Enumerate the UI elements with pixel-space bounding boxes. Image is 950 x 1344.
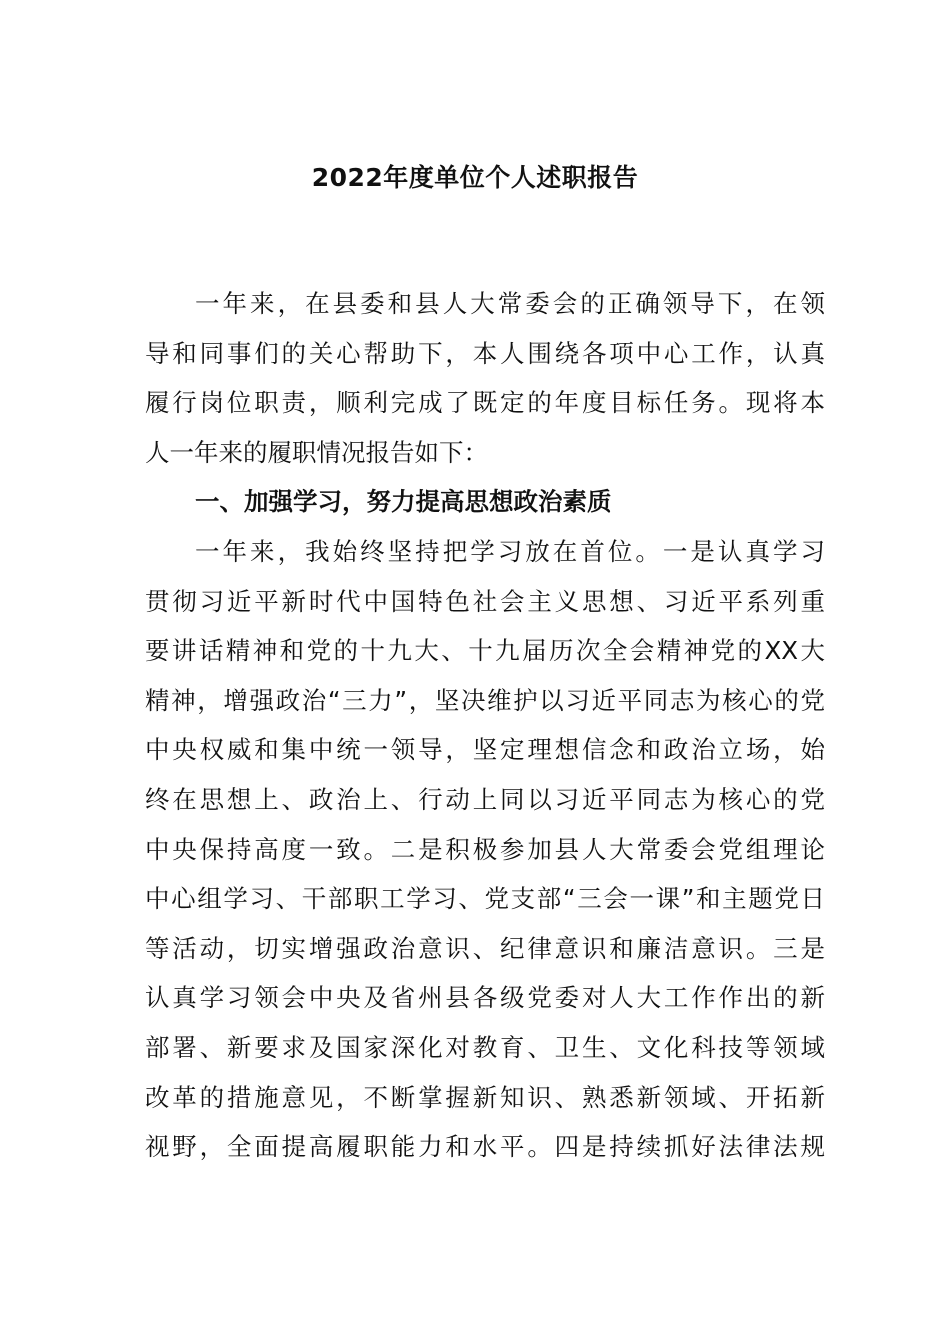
intro-line: 导和同事们的关心帮助下，本人围绕各项中心工作，认真 xyxy=(145,338,825,368)
body-line: 中央权威和集中统一领导，坚定理想信念和政治立场，始 xyxy=(145,735,825,765)
body-line: 要讲话精神和党的十九大、十九届历次全会精神党的XX大 xyxy=(145,636,825,666)
body-line: 等活动，切实增强政治意识、纪律意识和廉洁意识。三是 xyxy=(145,933,825,963)
document-title: 2022年度单位个人述职报告 xyxy=(311,163,639,192)
body-line: 精神，增强政治“三力”，坚决维护以习近平同志为核心的党 xyxy=(145,685,825,715)
intro-line: 人一年来的履职情况报告如下： xyxy=(145,437,488,467)
body-line: 一年来，我始终坚持把学习放在首位。一是认真学习 xyxy=(195,536,825,566)
body-line: 改革的措施意见，不断掌握新知识、熟悉新领域、开拓新 xyxy=(145,1082,825,1112)
body-line: 部署、新要求及国家深化对教育、卫生、文化科技等领域 xyxy=(145,1032,825,1062)
body-line: 贯彻习近平新时代中国特色社会主义思想、习近平系列重 xyxy=(145,586,825,616)
body-line: 认真学习领会中央及省州县各级党委对人大工作作出的新 xyxy=(145,983,825,1013)
intro-line: 履行岗位职责，顺利完成了既定的年度目标任务。现将本 xyxy=(145,388,825,418)
body-line: 视野，全面提高履职能力和水平。四是持续抓好法律法规 xyxy=(145,1132,825,1162)
section-heading: 一、加强学习，努力提高思想政治素质 xyxy=(195,487,612,517)
body-line: 中心组学习、干部职工学习、党支部“三会一课”和主题党日 xyxy=(145,884,825,914)
body-line: 中央保持高度一致。二是积极参加县人大常委会党组理论 xyxy=(145,834,825,864)
document-body xyxy=(145,279,825,1172)
body-line: 终在思想上、政治上、行动上同以习近平同志为核心的党 xyxy=(145,784,825,814)
intro-line: 一年来，在县委和县人大常委会的正确领导下，在领 xyxy=(195,289,825,318)
